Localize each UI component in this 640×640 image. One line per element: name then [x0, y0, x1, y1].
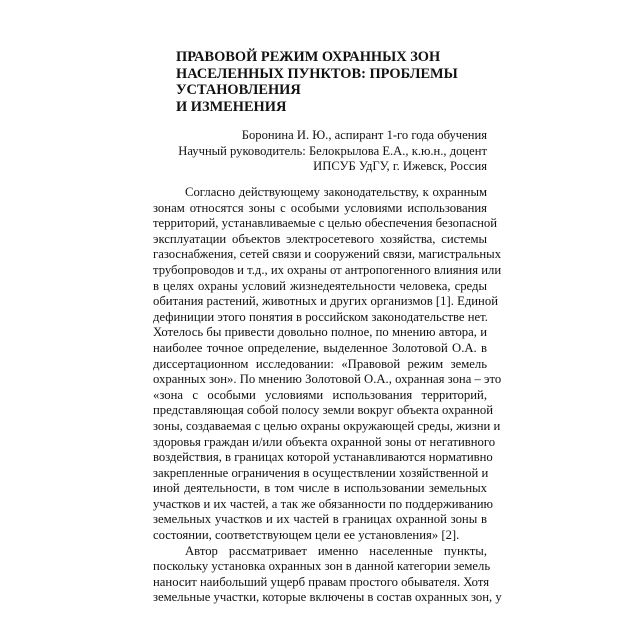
text-line: в целях охраны условий жизнедеятельности человека, среды [153, 278, 487, 293]
text-line: закрепленные ограничения в осуществлении хозяйственной и [153, 465, 489, 480]
text-line: территорий, устанавливаемые с целью обеспечения безопасной [153, 216, 497, 231]
affiliation-line: ИПСУБ УдГУ, г. Ижевск, Россия [313, 159, 487, 173]
title-line: УСТАНОВЛЕНИЯ [176, 82, 301, 98]
text-line: земельных участков и их частей в границах охранной зоны в [153, 512, 487, 527]
text-line: обитания растений, животных и других организмов [1]. Единой [153, 294, 498, 309]
text-line: зоны, создаваемая с целью охраны окружающей среды, жизни и [153, 418, 501, 433]
text-line: Автор рассматривает именно населенные пункты, [185, 543, 487, 558]
text-line: зонам относятся зоны с особыми условиями использования [153, 200, 487, 215]
text-line: газоснабжения, сетей связи и сооружений связи, магистральных [153, 247, 502, 262]
text-line: наиболее точное определение, выделенное Золотовой О.А. в [153, 340, 487, 355]
text-line: земельные участки, которые включены в состав охранных зон, у [153, 590, 502, 605]
author-line: Боронина И. Ю., аспирант 1-го года обучения [241, 128, 487, 142]
text-line: участков и их частей, а так же обязанности по поддерживанию [153, 496, 494, 511]
text-line: воздействия, в границах которой устанавливаются нормативно [153, 450, 493, 465]
paragraph-2 [153, 543, 502, 606]
article-body [153, 185, 502, 606]
paragraph-1 [153, 185, 502, 544]
text-line: трубопроводов и т.д., их охраны от антропогенного влияния или [153, 262, 502, 277]
text-line: состоянии, соответствующем цели ее установления» [2]. [153, 528, 460, 543]
title-line: И ИЗМЕНЕНИЯ [176, 98, 287, 115]
text-line: «зона с особыми условиями использования территорий, [153, 387, 487, 402]
text-line: наносит наибольший ущерб правам простого обывателя. Хотя [153, 574, 490, 589]
text-line: Согласно действующему законодательству, к охранным [185, 185, 487, 199]
text-line: охранных зон». По мнению Золотовой О.А., охранная зона – это [153, 372, 502, 387]
title-line: ПРАВОВОЙ РЕЖИМ ОХРАННЫХ ЗОН [176, 49, 441, 65]
text-line: Хотелось бы привести довольно полное, по мнению автора, и [153, 325, 487, 340]
text-line: дефиниции этого понятия в российском законодательстве нет. [153, 309, 488, 324]
title-line: НАСЕЛЕННЫХ ПУНКТОВ: ПРОБЛЕМЫ [176, 65, 458, 82]
text-line: диссертационном исследовании: «Правовой режим земель [153, 356, 487, 371]
text-line: представляющая собой полосу земли вокруг объекта охранной [153, 403, 494, 418]
article-title [176, 49, 506, 115]
author-block [178, 128, 487, 175]
supervisor-line: Научный руководитель: Белокрылова Е.А., к.ю.н., доцент [178, 143, 487, 158]
text-line: иной деятельности, в том числе в использовании земельных [153, 481, 487, 496]
text-line: поскольку установка охранных зон в данной категории земель [153, 559, 491, 574]
text-line: здоровья граждан и/или объекта охранной зоны от негативного [153, 434, 496, 449]
text-line: эксплуатации объектов электросетевого хозяйства, системы [153, 231, 487, 246]
